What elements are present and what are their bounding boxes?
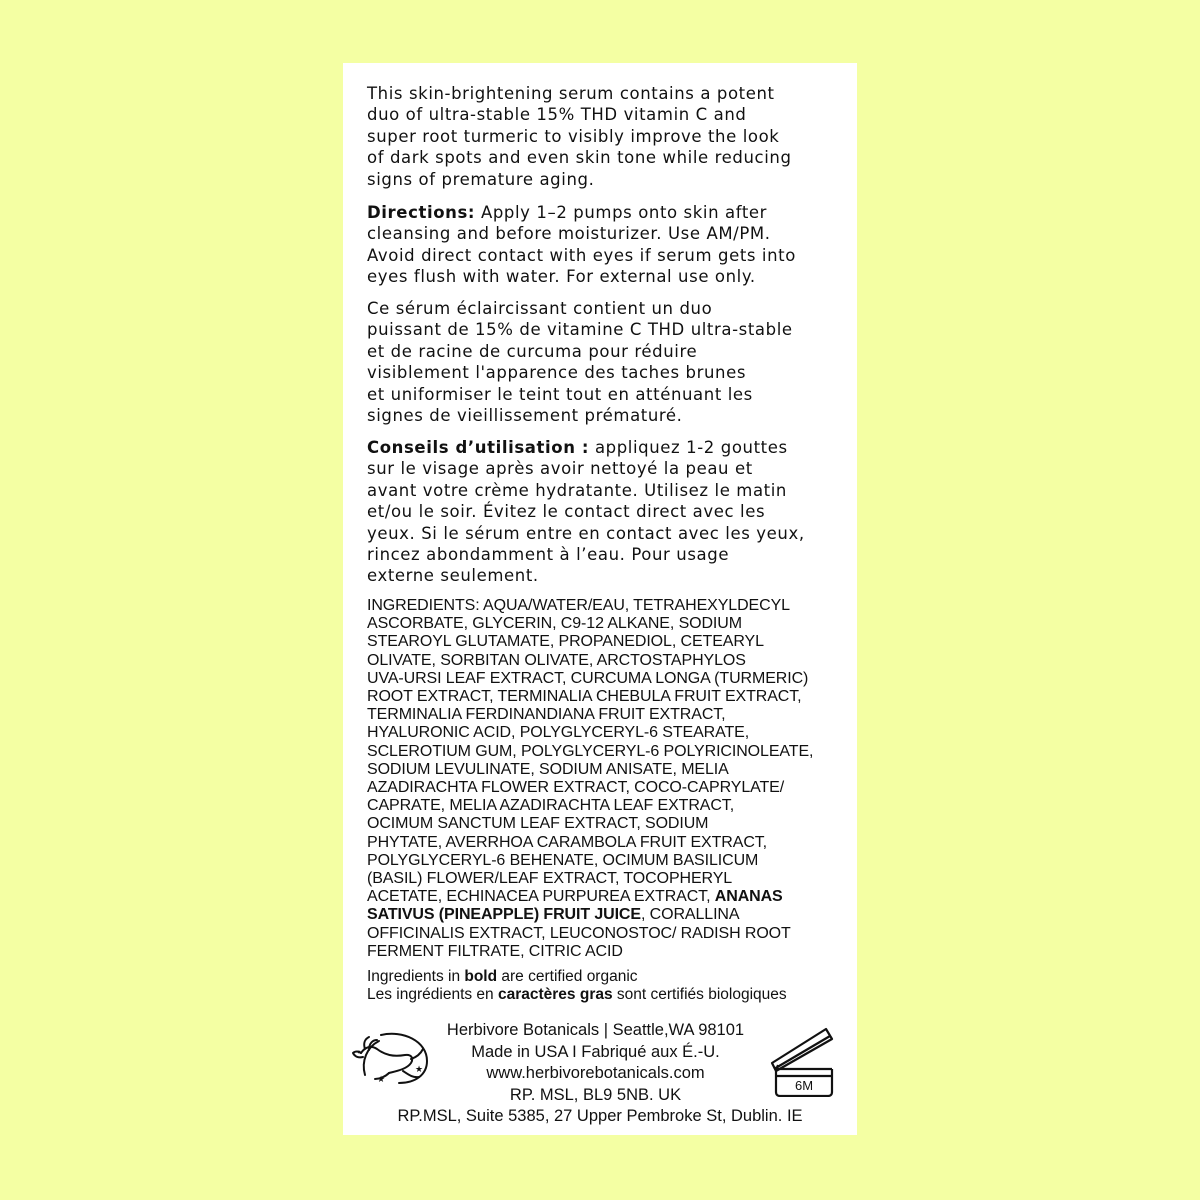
organic-note: Ingredients in bold are certified organic Les ingrédients en caractères gras sont certifiés biologiques <box>367 968 787 1003</box>
svg-text:★: ★ <box>377 1075 386 1085</box>
directions-en: Directions: Apply 1–2 pumps onto skin after cleansing and before moisturizer. Use AM/PM. Avoid direct contact with eyes if serum gets into eyes flush with water. For external use only. <box>367 203 796 287</box>
company-info <box>420 1020 771 1106</box>
organic-ingredient: SATIVUS (PINEAPPLE) FRUIT JUICE <box>367 906 641 924</box>
svg-text:★: ★ <box>415 1065 424 1075</box>
made-in: Made in USA I Fabriqué aux É.-U. <box>471 1042 720 1061</box>
website: www.herbivorebotanicals.com <box>486 1064 705 1082</box>
pao-label: 6M <box>794 1078 814 1093</box>
period-after-opening-icon <box>768 1025 840 1097</box>
description-fr: Ce sérum éclaircissant contient un duo puissant de 15% de vitamine C THD ultra-stable et de racine de curcuma pour réduire visiblement l'apparence des taches brunes et uniformiser le teint tout en atténuant les signes de vieillissement prématuré. <box>367 299 793 426</box>
directions-heading: Directions: <box>367 203 476 222</box>
ie-rep: RP.MSL, Suite 5385, 27 Upper Pembroke St, Dublin. IE <box>397 1107 803 1125</box>
directions-fr: Conseils d’utilisation : appliquez 1-2 gouttes sur le visage après avoir nettoyé la peau et avant votre crème hydratante. Utilisez le matin et/ou le soir. Évitez le contact direct avec les yeux. Si le sérum entre en contact avec les yeux, rincez abondamment à l’eau. Pour usage externe seulement. <box>367 438 805 586</box>
directions-fr-heading: Conseils d’utilisation : <box>367 438 590 457</box>
organic-ingredient: ANANAS <box>714 888 783 906</box>
uk-rep: RP. MSL, BL9 5NB. UK <box>509 1085 682 1104</box>
ingredients-list: INGREDIENTS: AQUA/WATER/EAU, TETRAHEXYLDECYL ASCORBATE, GLYCERIN, C9-12 ALKANE, SODIUM STEAROYL GLUTAMATE, PROPANEDIOL, CETEARYL OLIVATE, SORBITAN OLIVATE, ARCTOSTAPHYLOS UVA-URSI LEAF EXTRACT, CURCUMA LONGA (TURMERIC) ROOT EXTRACT, TERMINALIA CHEBULA FRUIT EXTRACT, TERMINALIA FERDINANDIANA FRUIT EXTRACT, HYALURONIC ACID, POLYGLYCERYL-6 STEARATE, SCLEROTIUM GUM, POLYGLYCERYL-6 POLYRICINOLEATE, SODIUM LEVULINATE, SODIUM ANISATE, MELIA AZADIRACHTA FLOWER EXTRACT, COCO-CAPRYLATE/ CAPRATE, MELIA AZADIRACHTA LEAF EXTRACT, OCIMUM SANCTUM LEAF EXTRACT, SODIUM PHYTATE, AVERRHOA CARAMBOLA FRUIT EXTRACT, POLYGLYCERYL-6 BEHENATE, OCIMUM BASILICUM (BASIL) FLOWER/LEAF EXTRACT, TOCOPHERYL ACETATE, ECHINACEA PURPUREA EXTRACT, ANANAS SATIVUS (PINEAPPLE) FRUIT JUICE, CORALLINA OFFICINALIS EXTRACT, LEUCONOSTOC/ RADISH ROOT FERMENT FILTRATE, CITRIC ACID <box>367 597 814 960</box>
company-address: Herbivore Botanicals | Seattle,WA 98101 <box>446 1021 745 1039</box>
product-label-panel <box>343 63 857 1135</box>
description-en: This skin-brightening serum contains a potent duo of ultra-stable 15% THD vitamin C and super root turmeric to visibly improve the look of dark spots and even skin tone while reducing signs of premature aging. <box>367 84 792 189</box>
